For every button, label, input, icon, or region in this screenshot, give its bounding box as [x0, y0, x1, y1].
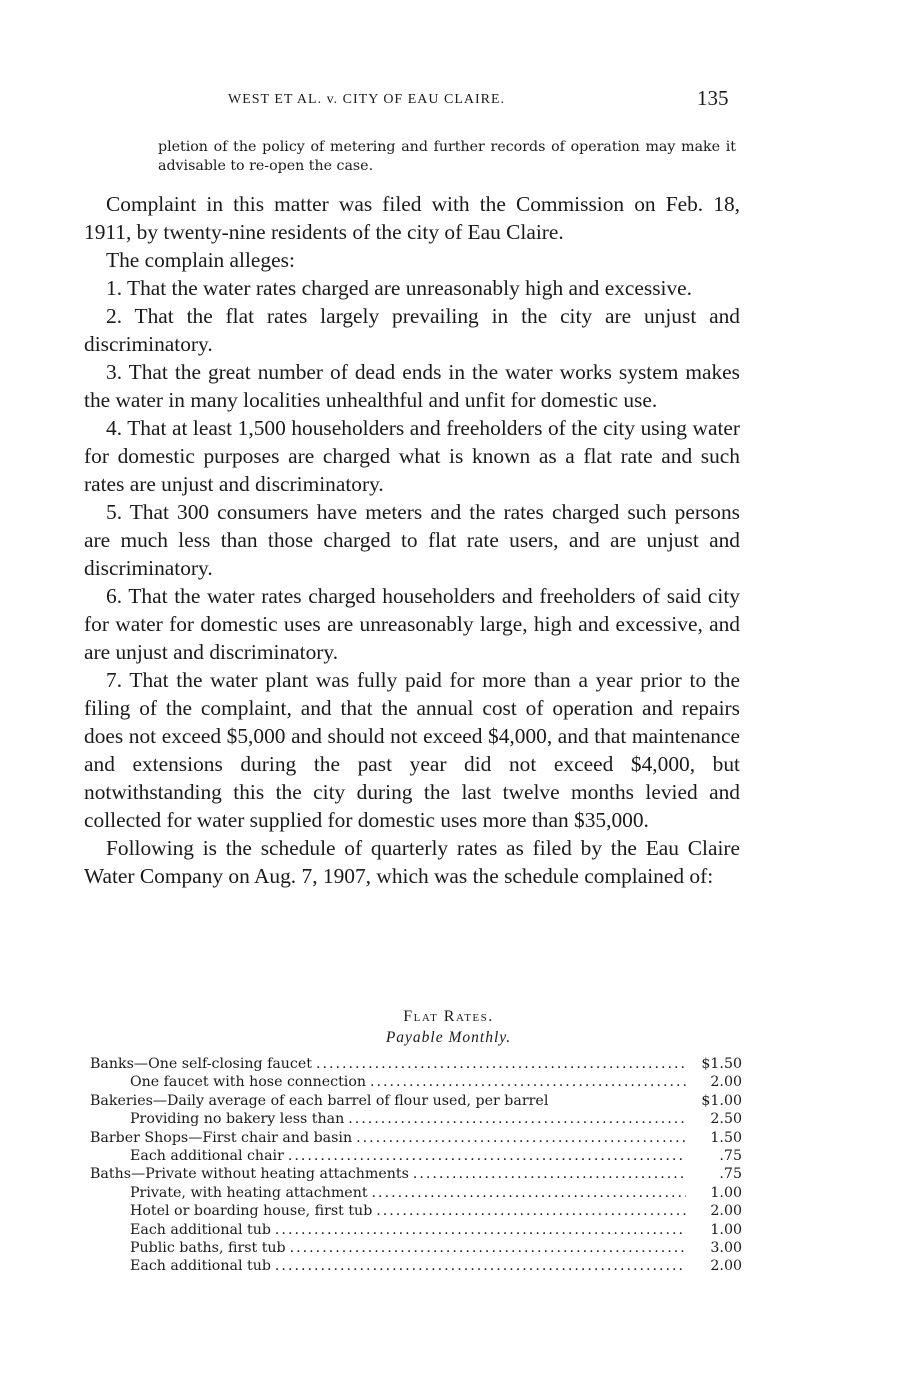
- dot-leader: [376, 1203, 686, 1219]
- paragraph-allegation-6: 6. That the water rates charged householders and freeholders of said city for water for domestic uses are unreasonably large, high and excessive, and are unjust and discriminatory.: [84, 584, 740, 664]
- headnote-continuation: pletion of the policy of metering and further records of operation may make it advisable to re-open the case.: [158, 139, 736, 174]
- rate-row: [90, 1203, 742, 1221]
- rate-row: [90, 1111, 742, 1129]
- paragraph-allegation-5: 5. That 300 consumers have meters and the rates charged such persons are much less than those charged to flat rate users, and are unjust and discriminatory.: [84, 500, 740, 580]
- paragraph-complaint-alleges: The complain alleges:: [106, 248, 295, 272]
- dot-leader: [372, 1185, 686, 1201]
- dot-leader: [275, 1258, 686, 1274]
- rate-value: $1.00: [701, 1092, 742, 1109]
- schedule-subtitle: Payable Monthly.: [385, 1029, 512, 1046]
- rate-label: Bakeries—Daily average of each barrel of flour used, per barrel: [90, 1092, 549, 1109]
- rate-label: Public baths, first tub: [130, 1239, 286, 1256]
- rate-row: [90, 1074, 742, 1092]
- dot-leader: [316, 1056, 686, 1072]
- rate-value: 3.00: [710, 1239, 742, 1256]
- dot-leader: [290, 1240, 686, 1256]
- rate-label: Barber Shops—First chair and basin: [90, 1129, 353, 1146]
- rate-label: Hotel or boarding house, first tub: [130, 1203, 373, 1220]
- dot-leader: [288, 1148, 686, 1164]
- rate-label: Banks—One self-closing faucet: [90, 1056, 312, 1072]
- rate-value: 1.00: [710, 1221, 742, 1238]
- paragraph-allegation-3: 3. That the great number of dead ends in the water works system makes the water in many localities unhealthful and unfit for domestic use.: [84, 360, 740, 412]
- rate-value: $1.50: [701, 1056, 742, 1072]
- paragraph-allegation-7: 7. That the water plant was fully paid for more than a year prior to the filing of the complaint, and that the annual cost of operation and repairs does not exceed $5,000 and should not exceed $4,000, and that maintenance and extensions during the past year did not exceed $4,000, but notwithstanding this the city during the last twelve months levied and collected for water supplied for domestic uses more than $35,000.: [84, 668, 740, 832]
- paragraph-schedule-intro: Following is the schedule of quarterly rates as filed by the Eau Claire Water Company on Aug. 7, 1907, which was the schedule complained of:: [84, 836, 740, 888]
- rate-row: [90, 1166, 742, 1184]
- dot-leader: [370, 1074, 686, 1090]
- rate-schedule-table: [90, 1056, 742, 1277]
- rate-row: [90, 1240, 742, 1258]
- rate-label: Each additional chair: [130, 1147, 284, 1164]
- rate-row: [90, 1148, 742, 1166]
- rate-value: 2.00: [710, 1258, 742, 1275]
- body-text: [84, 190, 740, 890]
- rate-row: [90, 1130, 742, 1148]
- rate-row: [90, 1258, 742, 1276]
- rate-row: [90, 1185, 742, 1203]
- rate-label: Private, with heating attachment: [130, 1184, 368, 1201]
- rate-label: One faucet with hose connection: [130, 1074, 366, 1091]
- paragraph-allegation-1: 1. That the water rates charged are unreasonably high and excessive.: [106, 276, 693, 300]
- rate-value: .75: [719, 1147, 742, 1164]
- dot-leader: [348, 1111, 686, 1127]
- running-head: WEST ET AL. v. CITY OF EAU CLAIRE.: [228, 92, 506, 107]
- dot-leader: [413, 1166, 686, 1182]
- rate-value: 2.00: [710, 1203, 742, 1220]
- rate-value: .75: [719, 1166, 742, 1183]
- rate-label: Each additional tub: [130, 1258, 271, 1275]
- rate-label: Each additional tub: [130, 1221, 271, 1238]
- rate-value: 1.00: [710, 1184, 742, 1201]
- schedule-title: Flat Rates.: [403, 1008, 494, 1025]
- rate-row: [90, 1093, 742, 1111]
- paragraph-allegation-2: 2. That the flat rates largely prevailing in the city are unjust and discriminatory.: [84, 304, 740, 356]
- rate-value: 1.50: [710, 1129, 742, 1146]
- rate-value: 2.50: [710, 1111, 742, 1128]
- rate-row: [90, 1222, 742, 1240]
- page-header: [0, 86, 897, 116]
- rate-label: Baths—Private without heating attachments: [90, 1166, 409, 1183]
- dot-leader: [356, 1130, 686, 1146]
- page-number: 135: [697, 86, 729, 110]
- paragraph-complaint-filed: Complaint in this matter was filed with the Commission on Feb. 18, 1911, by twenty-nine residents of the city of Eau Claire.: [84, 192, 740, 244]
- paragraph-allegation-4: 4. That at least 1,500 householders and freeholders of the city using water for domestic purposes are charged what is known as a flat rate and such rates are unjust and discriminatory.: [84, 416, 740, 496]
- dot-leader: [275, 1222, 686, 1238]
- rate-label: Providing no bakery less than: [130, 1111, 345, 1128]
- rate-row: [90, 1056, 742, 1074]
- rate-value: 2.00: [710, 1074, 742, 1091]
